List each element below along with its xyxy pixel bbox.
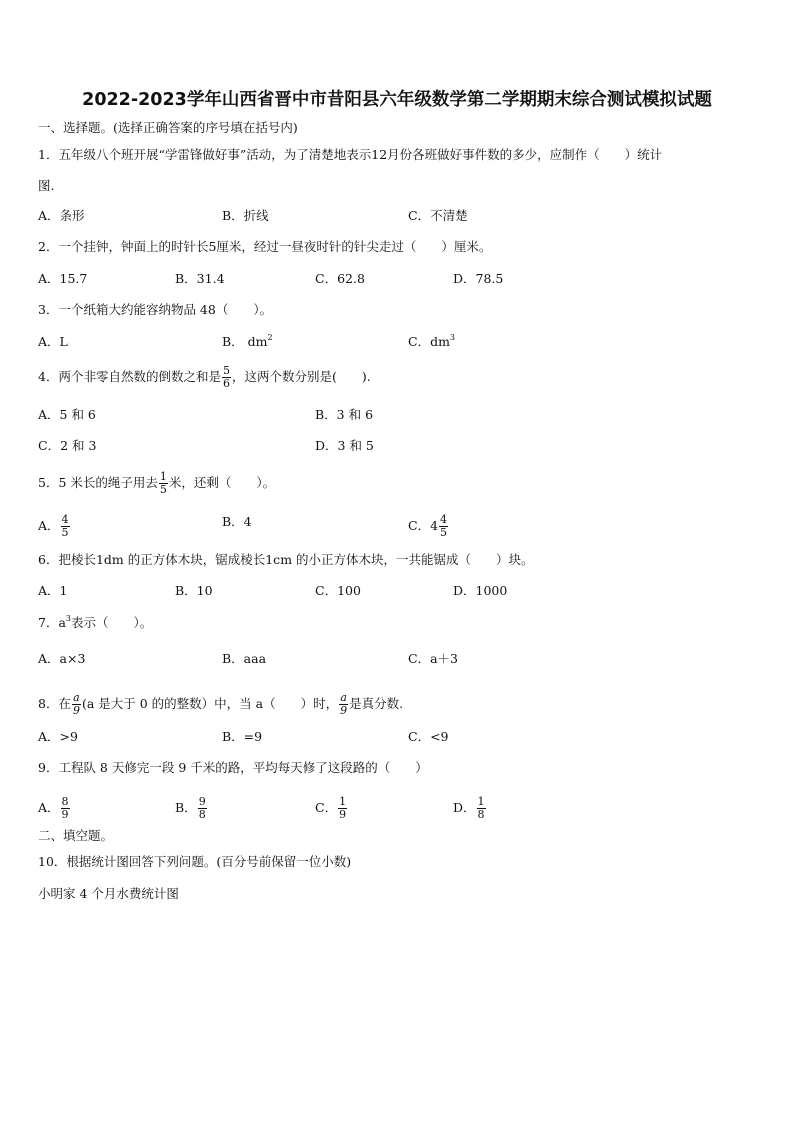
q8-frac1-num: a	[73, 691, 80, 704]
q5-option-a	[38, 514, 71, 539]
q4-post: ，这两个数分别是( ).	[231, 369, 371, 384]
q2-option-a: A．15.7	[38, 271, 88, 286]
q4-option-a: A．5 和 6	[38, 407, 96, 422]
q9-option-d-label: D．	[453, 800, 476, 815]
q5-option-c	[408, 514, 449, 539]
q3-option-a: A．L	[38, 334, 68, 349]
question-4-text	[38, 365, 371, 390]
q6-option-a: A．1	[38, 583, 68, 598]
q5-pre: 5．5 米长的绳子用去	[38, 475, 158, 490]
q5-a-num: 4	[61, 513, 69, 526]
question-6-text: 6．把棱长1dm 的正方体木块，锯成棱长1cm 的小正方体木块，一共能锯成（ ）块。	[38, 552, 534, 567]
q2-option-d: D．78.5	[453, 271, 504, 286]
q9-b-den: 8	[198, 808, 206, 821]
q5-c-num: 4	[440, 513, 448, 526]
q4-option-c: C．2 和 3	[38, 438, 97, 453]
q5-option-c-frac	[439, 514, 448, 539]
q9-option-a	[38, 796, 71, 821]
q5-option-a-frac	[61, 514, 70, 539]
q8-option-b: B．=9	[222, 729, 263, 744]
q7-pre: 7．a	[38, 615, 66, 630]
q9-option-b	[175, 796, 208, 821]
q9-d-den: 8	[477, 808, 485, 821]
question-10-text: 10．根据统计图回答下列问题。(百分号前保留一位小数)	[38, 854, 352, 869]
question-1-text: 1．五年级八个班开展“学雷锋做好事”活动，为了清楚地表示12月份各班做好事件数的多少，应制作（ ）统计	[38, 147, 663, 162]
q9-option-a-label: A．	[38, 800, 60, 815]
question-7-text	[38, 615, 152, 631]
q5-a-den: 5	[61, 526, 69, 539]
q3-option-c	[408, 334, 455, 350]
q3-option-c-sup: 3	[449, 333, 456, 342]
q2-option-b: B．31.4	[175, 271, 225, 286]
q4-frac-den: 6	[222, 377, 230, 390]
q7-option-a: A．a×3	[38, 651, 86, 666]
q4-fraction	[222, 365, 231, 390]
q9-a-den: 9	[61, 808, 69, 821]
q5-option-b: B．4	[222, 514, 252, 529]
q9-c-den: 9	[339, 808, 347, 821]
question-1-text-cont: 图.	[38, 178, 55, 193]
q5-option-c-label: C．4	[408, 518, 439, 533]
q7-option-c: C．a＋3	[408, 651, 458, 666]
question-5-text	[38, 471, 275, 496]
q9-d-num: 1	[477, 795, 485, 808]
q8-frac1-den: 9	[72, 704, 80, 717]
q4-pre: 4．两个非零自然数的倒数之和是	[38, 369, 221, 384]
q6-option-b: B．10	[175, 583, 213, 598]
q8-fraction-1	[72, 692, 81, 717]
q9-option-b-frac	[198, 796, 207, 821]
q7-option-b: B．aaa	[222, 651, 267, 666]
question-8-text	[38, 692, 403, 717]
q1-option-a: A．条形	[38, 208, 85, 223]
q3-option-b	[222, 334, 273, 350]
q4-option-d: D．3 和 5	[315, 438, 374, 453]
q5-post: 米，还剩（ ）。	[168, 475, 276, 490]
q3-option-c-text: C．dm	[408, 334, 450, 349]
question-2-text: 2．一个挂钟，钟面上的时针长5厘米，经过一昼夜时针的针尖走过（ ）厘米。	[38, 239, 492, 254]
q8-option-c: C．<9	[408, 729, 449, 744]
q4-option-b: B．3 和 6	[315, 407, 374, 422]
q5-frac-den: 5	[159, 483, 167, 496]
question-10-chart-caption: 小明家 4 个月水费统计图	[38, 886, 179, 901]
q9-a-num: 8	[61, 795, 69, 808]
section-fill-heading: 二、填空题。	[38, 828, 114, 843]
q9-option-c	[315, 796, 348, 821]
q1-option-b: B．折线	[222, 208, 269, 223]
q8-frac2-num: a	[340, 691, 347, 704]
q9-option-d-frac	[477, 796, 486, 821]
q5-option-a-label: A．	[38, 518, 60, 533]
question-9-text: 9．工程队 8 天修完一段 9 千米的路，平均每天修了这段路的（ ）	[38, 760, 428, 775]
q9-option-a-frac	[61, 796, 70, 821]
q1-option-c: C．不清楚	[408, 208, 468, 223]
q2-option-c: C．62.8	[315, 271, 365, 286]
q3-option-b-sup: 2	[267, 333, 273, 342]
q5-c-den: 5	[440, 526, 448, 539]
q9-b-num: 9	[198, 795, 206, 808]
q9-c-num: 1	[339, 795, 347, 808]
q4-frac-num: 5	[222, 364, 230, 377]
question-3-text: 3．一个纸箱大约能容纳物品 48（ ）。	[38, 302, 273, 317]
q8-mid: (a 是大于 0 的的整数）中，当 a（ ）时，	[81, 696, 339, 711]
section-choice-heading: 一、选择题。(选择正确答案的序号填在括号内)	[38, 120, 298, 135]
q9-option-d	[453, 796, 487, 821]
q6-option-d: D．1000	[453, 583, 508, 598]
q9-option-c-frac	[338, 796, 347, 821]
q8-option-a: A．>9	[38, 729, 78, 744]
exam-title: 2022-2023学年山西省晋中市昔阳县六年级数学第二学期期末综合测试模拟试题	[82, 90, 712, 110]
q5-frac-num: 1	[159, 470, 167, 483]
q9-option-c-label: C．	[315, 800, 338, 815]
q5-fraction	[159, 471, 168, 496]
q8-frac2-den: 9	[340, 704, 348, 717]
q8-fraction-2	[339, 692, 348, 717]
q6-option-c: C．100	[315, 583, 361, 598]
q8-post: 是真分数.	[349, 696, 404, 711]
q7-post: 表示（ ）。	[71, 615, 153, 630]
q8-pre: 8．在	[38, 696, 71, 711]
q9-option-b-label: B．	[175, 800, 197, 815]
q7-sup: 3	[65, 614, 71, 623]
q3-option-b-text: B． dm	[222, 334, 268, 349]
